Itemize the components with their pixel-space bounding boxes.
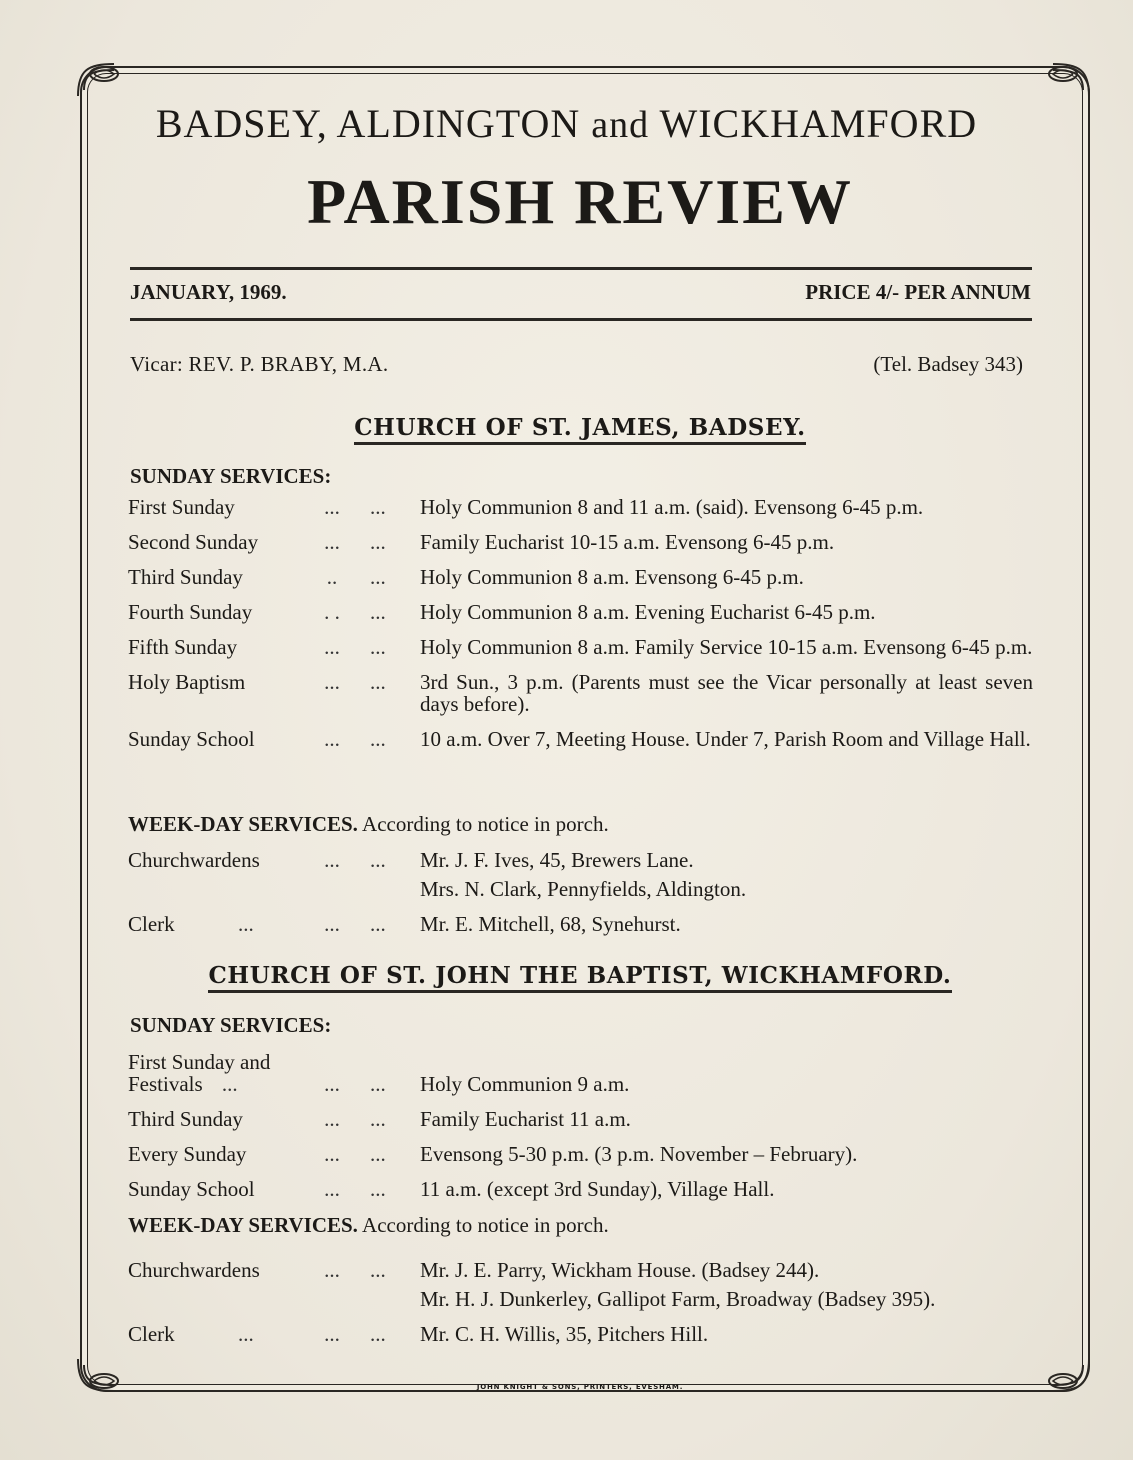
leader-dots: ... (370, 1177, 386, 1201)
service-detail: Holy Communion 9 a.m. (420, 1072, 630, 1096)
leader-dots: ... (370, 495, 386, 519)
page-title: PARISH REVIEW (307, 166, 853, 237)
service-row (128, 566, 1033, 588)
officers-list (128, 1256, 1033, 1355)
service-day-line: First Sunday and (128, 1050, 271, 1074)
leader-dots: ... (324, 1322, 340, 1346)
officers-list (128, 846, 1033, 945)
leader-dots: ... (324, 1072, 340, 1096)
weekday-services-label: WEEK-DAY SERVICES. (128, 812, 358, 836)
service-detail: 11 a.m. (except 3rd Sunday), Village Hall. (420, 1177, 775, 1201)
parish-names (0, 100, 1133, 147)
issue-date: JANUARY, 1969. (130, 280, 287, 304)
officer-row (128, 1320, 1033, 1349)
church-heading-text: CHURCH OF ST. JOHN THE BAPTIST, WICKHAMFORD. (208, 962, 951, 993)
weekday-services (128, 812, 609, 837)
officer-name: Mr. J. F. Ives, 45, Brewers Lane. (420, 848, 694, 872)
service-detail: Holy Communion 8 a.m. Family Service 10-15 a.m. Evensong 6-45 p.m. (420, 635, 1033, 659)
price: PRICE 4/- PER ANNUM (805, 280, 1031, 304)
printer-imprint: JOHN KNIGHT & SONS, PRINTERS, EVESHAM. (476, 1383, 684, 1391)
church-heading (0, 414, 1133, 441)
leader-dots: ... (370, 635, 386, 659)
leader-dots: ... (370, 1322, 386, 1346)
service-day: First Sunday (128, 495, 235, 519)
service-day (128, 1051, 298, 1095)
sunday-services-heading: SUNDAY SERVICES: (130, 464, 332, 488)
service-row (128, 1051, 1033, 1095)
service-row (128, 1108, 1033, 1130)
officer-name: Mr. E. Mitchell, 68, Synehurst. (420, 912, 681, 936)
service-day: Third Sunday (128, 565, 243, 589)
weekday-services (128, 1213, 609, 1238)
service-day: Sunday School (128, 1177, 255, 1201)
leader-dots: ... (370, 600, 386, 624)
service-day: Fifth Sunday (128, 635, 238, 659)
service-day: Sunday School (128, 727, 255, 751)
officer-names (420, 1256, 1033, 1314)
leader-dots: ... (370, 565, 386, 589)
church-heading-text: CHURCH OF ST. JAMES, BADSEY. (354, 414, 806, 445)
service-row (128, 531, 1033, 553)
leader-dots: ... (370, 912, 386, 936)
sunday-services-heading: SUNDAY SERVICES: (130, 1013, 332, 1037)
leader-dots: ... (324, 530, 340, 554)
weekday-services-text: According to notice in porch. (362, 812, 609, 836)
leader-dots: ... (238, 912, 254, 936)
leader-dots: ... (370, 848, 386, 872)
service-day: Holy Baptism (128, 670, 246, 694)
service-row (128, 1143, 1033, 1165)
officer-row (128, 1256, 1033, 1314)
service-detail: 3rd Sun., 3 p.m. (Parents must see the Vicar personally at least seven days before). (420, 670, 1033, 716)
service-list (128, 496, 1033, 763)
divider (130, 267, 1032, 270)
officer-row (128, 910, 1033, 939)
leader-dots: ... (370, 530, 386, 554)
service-detail: Family Eucharist 10-15 a.m. Evensong 6-45 p.m. (420, 530, 835, 554)
leader-dots: ... (370, 1072, 386, 1096)
service-day-line (128, 1073, 298, 1095)
service-day: Third Sunday (128, 1107, 243, 1131)
leader-dots: ... (324, 635, 340, 659)
leader-dots: ... (370, 1142, 386, 1166)
officer-role: Clerk (128, 1322, 175, 1346)
officer-role: Clerk (128, 912, 175, 936)
service-detail: Family Eucharist 11 a.m. (420, 1107, 631, 1131)
service-row (128, 728, 1033, 750)
leader-dots: ... (324, 912, 340, 936)
corner-ornament-icon (1031, 60, 1093, 100)
service-detail: Holy Communion 8 a.m. Evening Eucharist 6-45 p.m. (420, 600, 876, 624)
officer-name: Mr. C. H. Willis, 35, Pitchers Hill. (420, 1322, 709, 1346)
weekday-services-label: WEEK-DAY SERVICES. (128, 1213, 358, 1237)
service-day: Every Sunday (128, 1142, 247, 1166)
vicar-line: Vicar: REV. P. BRABY, M.A. (130, 352, 389, 376)
service-day: Fourth Sunday (128, 600, 253, 624)
officer-name: Mrs. N. Clark, Pennyfields, Aldington. (420, 877, 747, 901)
service-row (128, 671, 1033, 715)
service-detail: Holy Communion 8 a.m. Evensong 6-45 p.m. (420, 565, 804, 589)
leader-dots: ... (324, 1142, 340, 1166)
parish-names-and: and (591, 104, 650, 146)
parish-names-part2: WICKHAMFORD (659, 101, 978, 146)
service-list (128, 1051, 1033, 1213)
parish-names-part1: BADSEY, ALDINGTON (155, 101, 581, 146)
officer-role: Churchwardens (128, 1258, 260, 1282)
service-row (128, 496, 1033, 518)
service-detail: 10 a.m. Over 7, Meeting House. Under 7, Parish Room and Village Hall. (420, 727, 1031, 751)
vicar-telephone: (Tel. Badsey 343) (873, 352, 1023, 376)
leader-dots: ... (324, 670, 340, 694)
leader-dots: ... (324, 1177, 340, 1201)
service-row (128, 601, 1033, 623)
service-row (128, 1178, 1033, 1200)
leader-dots: ... (324, 1258, 340, 1282)
service-detail: Holy Communion 8 and 11 a.m. (said). Evensong 6-45 p.m. (420, 495, 924, 519)
leader-dots: ... (370, 1107, 386, 1131)
corner-ornament-icon (74, 60, 136, 100)
officer-name: Mr. H. J. Dunkerley, Gallipot Farm, Broadway (Badsey 395). (420, 1287, 936, 1311)
service-day-line-text: Festivals (128, 1072, 203, 1096)
leader-dots: ... (324, 848, 340, 872)
service-row (128, 636, 1033, 658)
church-heading (0, 962, 1133, 989)
leader-dots: ... (370, 1258, 386, 1282)
officer-role: Churchwardens (128, 848, 260, 872)
service-detail: Evensong 5-30 p.m. (3 p.m. November – February). (420, 1142, 858, 1166)
leader-dots: ... (370, 670, 386, 694)
leader-dots: ... (324, 495, 340, 519)
divider (130, 318, 1032, 321)
officer-row (128, 846, 1033, 904)
leader-dots: .. (326, 565, 338, 589)
leader-dots: ... (370, 727, 386, 751)
leader-dots: . . (324, 600, 340, 624)
leader-dots: ... (238, 1322, 254, 1346)
officer-names (420, 846, 1033, 904)
officer-name: Mr. J. E. Parry, Wickham House. (Badsey 244). (420, 1258, 820, 1282)
leader-dots: ... (324, 727, 340, 751)
leader-dots: ... (221, 1072, 238, 1096)
weekday-services-text: According to notice in porch. (362, 1213, 609, 1237)
leader-dots: ... (324, 1107, 340, 1131)
service-day: Second Sunday (128, 530, 259, 554)
